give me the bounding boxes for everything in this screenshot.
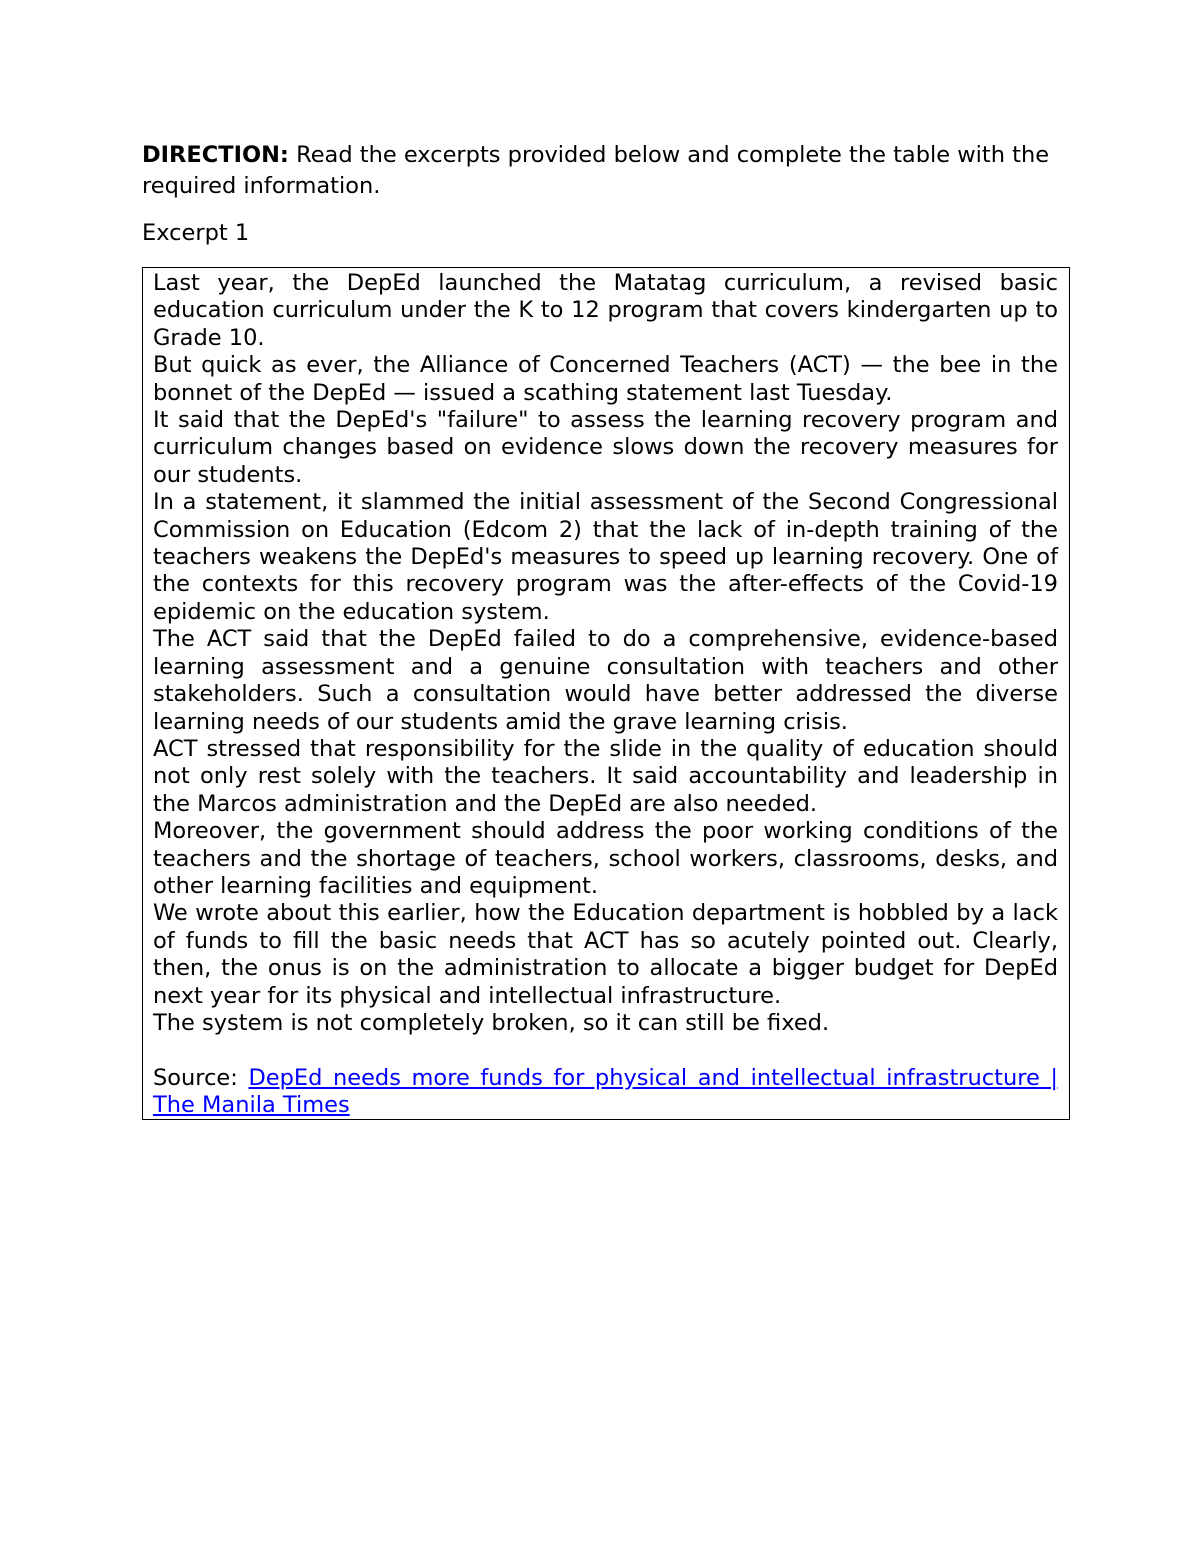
direction-text: Read the excerpts provided below and complete the table with the required information.: [142, 142, 1050, 199]
excerpt-title: Excerpt 1: [142, 220, 250, 246]
direction-label: DIRECTION:: [142, 142, 289, 168]
excerpt-paragraph: ACT stressed that responsibility for the slide in the quality of education should not only rest solely with the teachers. It said accountability and leadership in the Marcos administration and the DepEd are also needed.: [153, 735, 1058, 817]
excerpt-paragraph: It said that the DepEd's "failure" to assess the learning recovery program and curriculum changes based on evidence slows down the recovery measures for our students.: [153, 407, 1058, 488]
excerpt-box: [142, 267, 1070, 1120]
direction-instruction: [142, 140, 1072, 202]
excerpt-paragraph: In a statement, it slammed the initial assessment of the Second Congressional Commission on Education (Edcom 2) that the lack of in-depth training of the teachers weakens the DepEd's measures to speed up learning recovery. One of the contexts for this recovery program was the after-effects of the Covid-19 epidemic on the education system.: [153, 489, 1058, 625]
excerpt-paragraph: We wrote about this earlier, how the Education department is hobbled by a lack of funds to fill the basic needs that ACT has so acutely pointed out. Clearly, then, the onus is on the administration to allocate a bigger budget for DepEd next year for its physical and intellectual infrastructure.: [153, 900, 1058, 1009]
excerpt-paragraph: Moreover, the government should address the poor working conditions of the teachers and the shortage of teachers, school workers, classrooms, desks, and other learning facilities and equipment.: [153, 818, 1058, 899]
excerpt-paragraph: Last year, the DepEd launched the Matatag curriculum, a revised basic education curriculum under the K to 12 program that covers kindergarten up to Grade 10.: [153, 270, 1058, 351]
excerpt-paragraph: The ACT said that the DepEd failed to do a comprehensive, evidence-based learning assessment and a genuine consultation with teachers and other stakeholders. Such a consultation would have better addressed the diverse learning needs of our students amid the grave learning crisis.: [153, 626, 1058, 735]
excerpt-paragraph: The system is not completely broken, so it can still be fixed.: [153, 1009, 830, 1036]
paragraph-spacer: [153, 1037, 1058, 1064]
source-link[interactable]: DepEd needs more funds for physical and intellectual infrastructure | The Manila Times: [153, 1064, 1058, 1119]
source-line: [153, 1065, 1058, 1120]
excerpt-paragraph: But quick as ever, the Alliance of Concerned Teachers (ACT) — the bee in the bonnet of the DepEd — issued a scathing statement last Tuesday.: [153, 352, 1058, 406]
source-label: Source:: [153, 1064, 249, 1091]
